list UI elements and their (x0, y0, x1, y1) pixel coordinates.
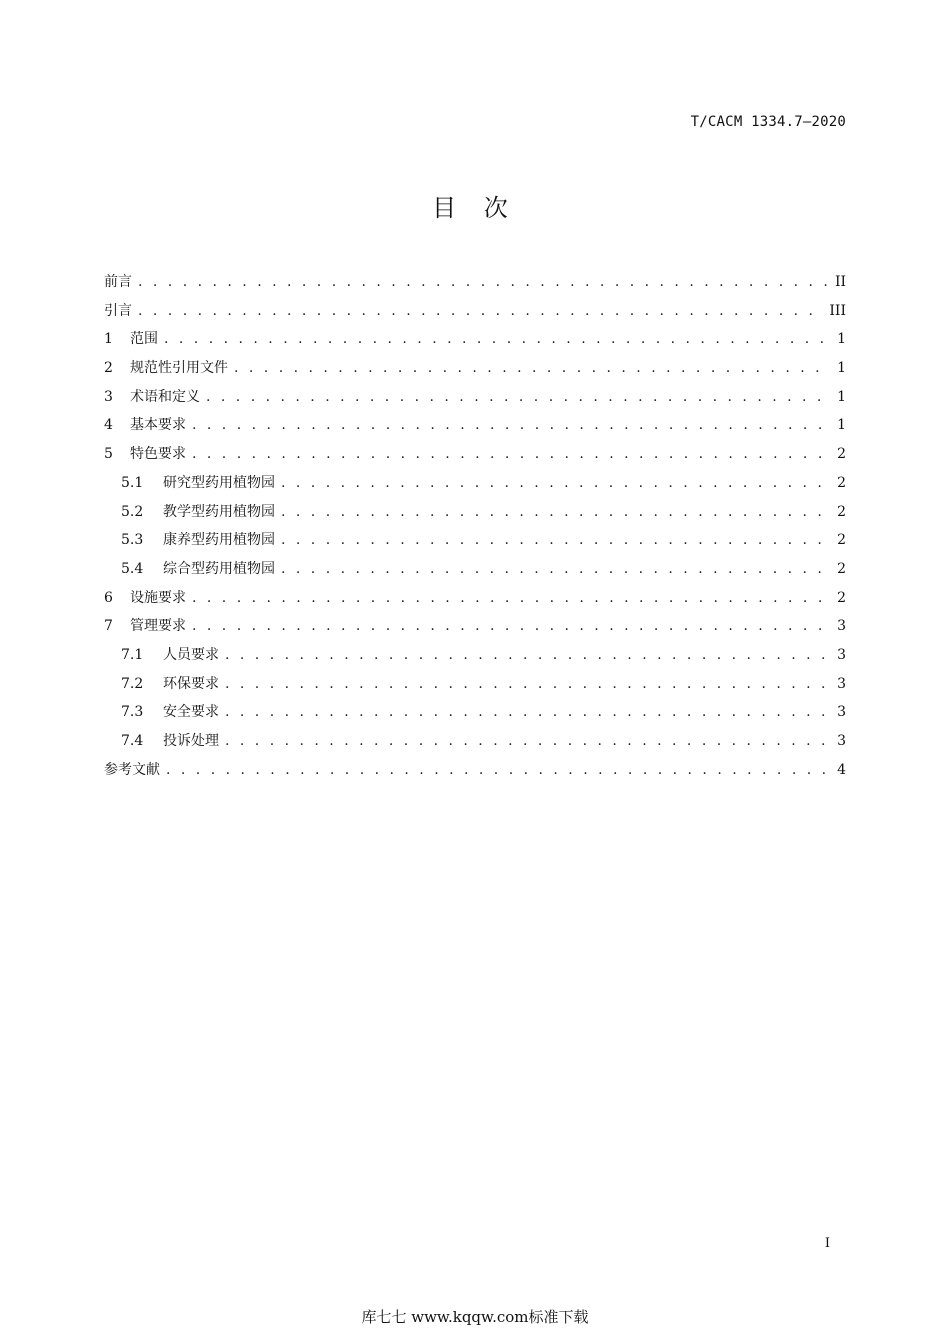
toc-entry-page: 3 (837, 646, 846, 663)
toc-entry-label: 环保要求 (163, 675, 219, 692)
toc-leader-dots (225, 676, 831, 692)
toc-entry-label: 综合型药用植物园 (163, 560, 275, 577)
toc-leader-dots (225, 647, 831, 663)
toc-leader-dots (192, 618, 831, 634)
toc-entry-label: 人员要求 (163, 646, 219, 663)
toc-entry-label: 规范性引用文件 (130, 360, 228, 377)
toc-leader-dots (206, 389, 831, 405)
toc-entry[interactable] (104, 414, 846, 443)
toc-entry[interactable] (104, 443, 846, 472)
toc-entry-page: 2 (837, 446, 846, 463)
toc-entry-number: 3 (104, 388, 113, 405)
toc-entry-page: 2 (837, 503, 846, 520)
toc-entry-page: 2 (837, 532, 846, 549)
toc-title: 目 次 (432, 194, 518, 222)
toc-leader-dots (166, 762, 831, 778)
toc-entry-label: 引言 (104, 302, 132, 319)
toc-entry-label: 研究型药用植物园 (163, 474, 275, 491)
toc-leader-dots (138, 303, 823, 319)
toc-entry-page: 2 (837, 589, 846, 606)
toc-entry-page: II (834, 274, 846, 290)
toc-leader-dots (164, 331, 831, 347)
toc-leader-dots (192, 417, 831, 433)
toc-entry-label: 术语和定义 (130, 388, 200, 405)
toc-entry-page: 3 (837, 733, 846, 749)
toc-entry[interactable] (104, 529, 846, 558)
toc-entry-label: 教学型药用植物园 (163, 503, 275, 520)
toc-entry-number: 5 (104, 446, 113, 463)
toc-entry-page: III (829, 302, 846, 319)
toc-entry-number: 5.3 (121, 532, 144, 549)
toc-entry-page: 1 (837, 360, 846, 377)
toc-entry-page: 3 (837, 618, 846, 635)
toc-entry[interactable] (104, 730, 846, 759)
toc-entry-number: 7.4 (121, 733, 144, 749)
toc-entry[interactable] (104, 759, 846, 788)
toc-leader-dots (138, 274, 829, 290)
toc-leader-dots (281, 504, 831, 520)
toc-entry-label: 康养型药用植物园 (163, 532, 275, 549)
toc-entry-page: 1 (837, 331, 846, 348)
toc-entry[interactable] (104, 271, 846, 300)
toc-entry-number: 5.1 (121, 474, 144, 491)
toc-entry[interactable] (104, 357, 846, 386)
toc-leader-dots (281, 475, 831, 491)
toc-entry-label: 特色要求 (130, 446, 186, 463)
toc-leader-dots (234, 360, 831, 376)
page-number: I (824, 1236, 830, 1251)
toc-entry[interactable] (104, 386, 846, 415)
toc-entry[interactable] (104, 644, 846, 673)
toc-entry-page: 1 (837, 388, 846, 405)
toc-leader-dots (192, 590, 831, 606)
toc-entry[interactable] (104, 501, 846, 530)
toc-entry-page: 1 (837, 417, 846, 434)
toc-entry-label: 范围 (130, 331, 158, 348)
toc-entry-number: 5.2 (121, 503, 144, 520)
toc-entry[interactable] (104, 615, 846, 644)
toc-entry-number: 7.2 (121, 675, 144, 692)
toc-entry-page: 4 (837, 761, 846, 778)
toc-entry-page: 3 (837, 675, 846, 692)
toc-leader-dots (281, 532, 831, 548)
toc-leader-dots (281, 561, 831, 577)
toc-entry-number: 7 (104, 618, 113, 635)
toc-entry[interactable] (104, 673, 846, 702)
toc-entry[interactable] (104, 328, 846, 357)
toc-entry-number: 6 (104, 589, 113, 606)
table-of-contents (104, 271, 846, 787)
toc-entry[interactable] (104, 558, 846, 587)
footer-watermark: 库七七 www.kqqw.com标准下载 (361, 1308, 589, 1326)
toc-entry-page: 3 (837, 704, 846, 721)
toc-entry-label: 前言 (104, 274, 132, 290)
toc-leader-dots (225, 704, 831, 720)
toc-leader-dots (225, 733, 831, 749)
toc-entry-page: 2 (837, 560, 846, 577)
toc-entry-label: 投诉处理 (163, 733, 219, 749)
toc-entry-number: 1 (104, 331, 113, 348)
toc-entry[interactable] (104, 300, 846, 329)
toc-entry-label: 管理要求 (130, 618, 186, 635)
toc-entry-label: 设施要求 (130, 589, 186, 606)
toc-entry-label: 参考文献 (104, 761, 160, 778)
toc-entry-number: 5.4 (121, 560, 144, 577)
document-code: T/CACM 1334.7—2020 (690, 114, 846, 130)
toc-entry-number: 7.3 (121, 704, 144, 721)
toc-entry[interactable] (104, 587, 846, 616)
toc-entry-label: 基本要求 (130, 417, 186, 434)
toc-entry-number: 7.1 (121, 646, 144, 663)
toc-entry-number: 2 (104, 360, 113, 377)
toc-entry[interactable] (104, 701, 846, 730)
toc-entry-number: 4 (104, 417, 113, 434)
toc-entry-label: 安全要求 (163, 704, 219, 721)
toc-entry-page: 2 (837, 474, 846, 491)
toc-entry[interactable] (104, 472, 846, 501)
toc-leader-dots (192, 446, 831, 462)
